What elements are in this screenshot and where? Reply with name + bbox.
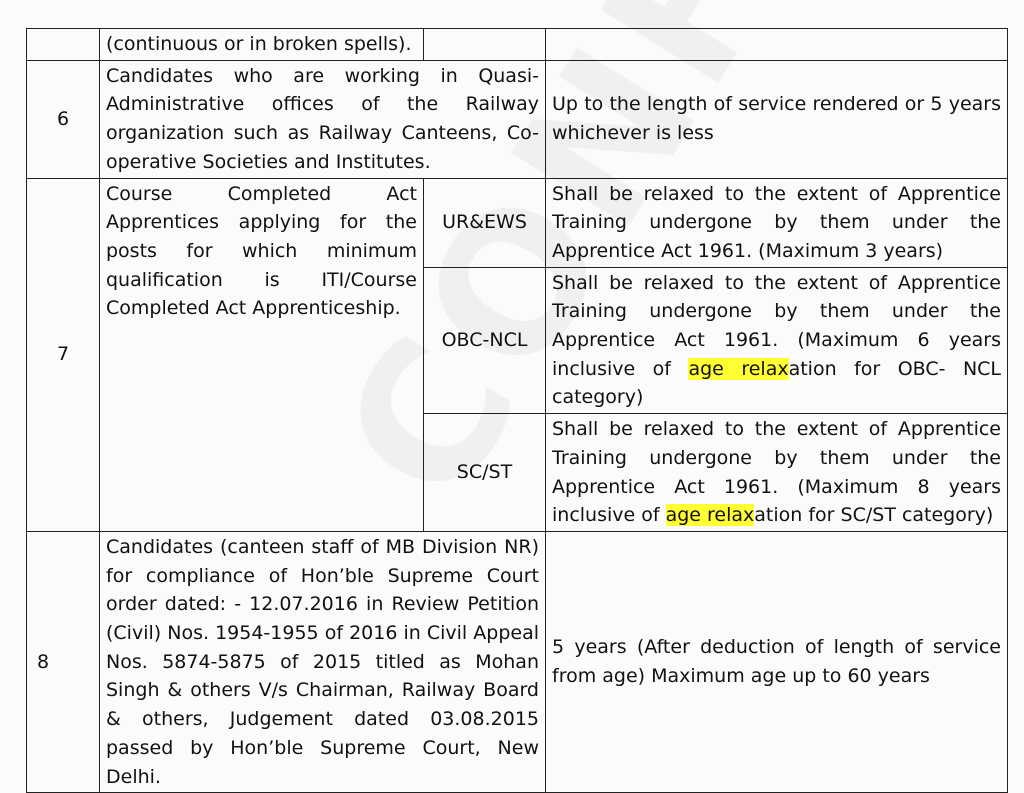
description-text: (continuous or in broken spells).	[106, 33, 412, 55]
relaxation-text-end: ation for OBC- NCL category)	[552, 357, 1002, 409]
serial-number-cell	[27, 29, 100, 61]
highlighted-text: age relax	[665, 504, 755, 527]
category-cell	[424, 178, 546, 267]
table-row	[27, 60, 1008, 178]
description-cell	[100, 178, 424, 531]
relaxation-cell	[546, 267, 1008, 414]
description-cell	[100, 531, 546, 792]
category-label: SC/ST	[456, 461, 513, 484]
relaxation-cell	[546, 531, 1008, 792]
highlighted-text: age relax	[688, 357, 789, 380]
table-row	[27, 531, 1008, 792]
serial-number-cell	[27, 178, 100, 531]
relaxation-text-start: Shall be relaxed to the extent of Apprentice Training undergone by them under the Apprentice Act 1961. (Maximum 6 years inclusive of	[552, 271, 1001, 380]
category-cell	[424, 267, 546, 414]
description-text: Course Completed Act Apprentices applying for the posts for which minimum qualification is ITI/Course Completed Act Apprenticeship.	[106, 182, 417, 320]
category-cell	[424, 414, 546, 532]
table-row	[27, 29, 1008, 61]
relaxation-text: Up to the length of service rendered or 5 years whichever is less	[552, 93, 1001, 145]
relaxation-text: Shall be relaxed to the extent of Apprentice Training undergone by them under the Apprentice Act 1961. (Maximum 3 years)	[552, 182, 1001, 262]
category-label: UR&EWS	[442, 211, 527, 234]
relaxation-text: 5 years (After deduction of length of service from age) Maximum age up to 60 years	[552, 636, 1001, 688]
serial-number: 7	[56, 343, 70, 366]
relaxation-text-start: Shall be relaxed to the extent of Apprentice Training undergone by them under the Apprentice Act 1961. (Maximum 8 years inclusive of	[552, 418, 1001, 527]
description-text: Candidates who are working in Quasi-Administrative offices of the Railway organization such as Railway Canteens, Co-operative Societies and Institutes.	[106, 64, 539, 173]
age-relaxation-table	[26, 28, 1008, 793]
relaxation-text-end: ation for SC/ST category)	[754, 504, 994, 527]
relaxation-cell	[546, 29, 1008, 61]
description-text: Candidates (canteen staff of MB Division NR) for compliance of Hon’ble Supreme Court order dated: - 12.07.2016 in Review Petition (Civil) Nos. 1954-1955 of 2016 in Civil Appeal Nos. 5874-5875 of 2015 titled as Mohan Singh & others V/s Chairman, Railway Board & others, Judgement dated 03.08.2015 passed by Hon’ble Supreme Court, New Delhi.	[106, 535, 539, 788]
description-cell	[100, 29, 424, 61]
relaxation-cell	[546, 414, 1008, 532]
category-label: OBC-NCL	[441, 329, 528, 352]
relaxation-cell	[546, 60, 1008, 178]
serial-number-cell	[27, 531, 100, 792]
serial-number-cell	[27, 60, 100, 178]
description-cell	[100, 60, 546, 178]
serial-number: 6	[56, 107, 70, 130]
relaxation-cell	[546, 178, 1008, 267]
serial-number: 8	[37, 650, 50, 673]
category-cell	[424, 29, 546, 61]
table-row	[27, 178, 1008, 267]
